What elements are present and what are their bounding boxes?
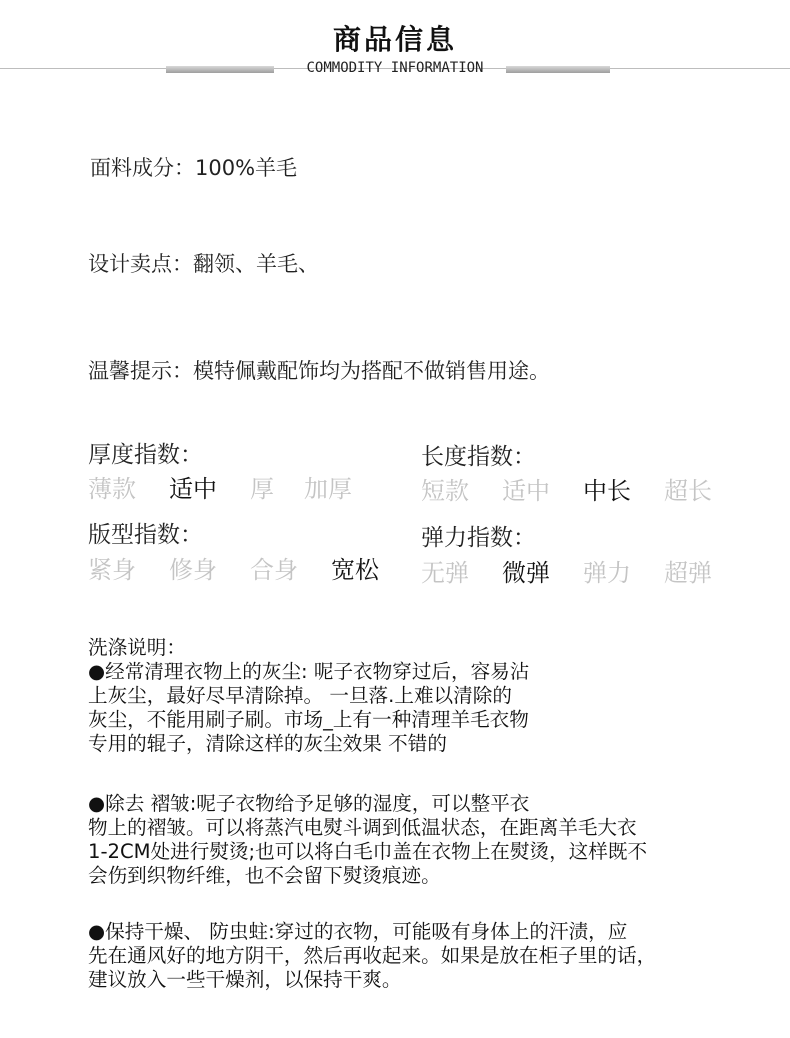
thickness-option-extra-thick: 加厚	[304, 475, 352, 503]
washing-line: ●保持干燥、 防虫蛀:穿过的衣物，可能吸有身体上的汗渍，应	[88, 920, 628, 943]
page-title: 商品信息	[332, 23, 457, 56]
fit-index-label: 版型指数：	[88, 522, 203, 548]
elasticity-option-super: 超弹	[664, 559, 712, 587]
thickness-index-label: 厚度指数：	[88, 442, 203, 468]
fit-option-slim: 修身	[169, 556, 217, 584]
washing-line: 先在通风好的地方阴干，然后再收起来。如果是放在柜子里的话，	[88, 944, 657, 967]
washing-line: 专用的辊子，清除这样的灰尘效果 不错的	[88, 732, 447, 755]
washing-line: 会伤到织物纤维，也不会留下熨烫痕迹。	[88, 864, 441, 887]
length-index-label: 长度指数：	[421, 444, 536, 470]
washing-paragraph-dry	[88, 920, 656, 992]
design-highlights: 设计卖点：翻领、羊毛、	[88, 252, 319, 276]
washing-line: 上灰尘，最好尽早清除掉。 一旦落.上难以清除的	[88, 684, 512, 707]
thickness-option-thick: 厚	[250, 475, 274, 503]
length-option-short: 短款	[421, 477, 469, 505]
washing-line: 1-2CM处进行熨烫;也可以将白毛巾盖在衣物上在熨烫，这样既不	[88, 840, 648, 863]
elasticity-index-label: 弹力指数：	[421, 525, 536, 551]
washing-instructions-title: 洗涤说明：	[88, 636, 186, 659]
elasticity-option-none: 无弹	[421, 559, 469, 587]
elasticity-option-slight: 微弹	[502, 559, 550, 587]
page-subtitle: COMMODITY INFORMATION	[306, 60, 484, 76]
length-option-long: 超长	[664, 477, 712, 505]
washing-line: 灰尘，不能用刷子刷。市场_上有一种清理羊毛衣物	[88, 708, 529, 731]
washing-paragraph-dust	[88, 660, 529, 756]
washing-line: ●经常清理衣物上的灰尘: 呢子衣物穿过后，容易沾	[88, 660, 530, 683]
fabric-composition: 面料成分：100%羊毛	[90, 156, 298, 180]
elasticity-option-stretch: 弹力	[583, 559, 631, 587]
warm-tip: 温馨提示：模特佩戴配饰均为搭配不做销售用途。	[88, 359, 550, 383]
washing-line: 物上的褶皱。可以将蒸汽电熨斗调到低温状态，在距离羊毛大衣	[88, 816, 637, 839]
length-option-medium: 适中	[502, 477, 550, 505]
washing-line: 建议放入一些干燥剂，以保持干爽。	[88, 968, 402, 991]
washing-line: ●除去 褶皱:呢子衣物给予足够的湿度，可以整平衣	[88, 792, 530, 815]
fit-option-loose: 宽松	[331, 556, 379, 584]
fit-option-regular: 合身	[250, 556, 298, 584]
thickness-option-thin: 薄款	[88, 475, 136, 503]
fit-option-tight: 紧身	[88, 556, 136, 584]
thickness-option-medium: 适中	[169, 475, 217, 503]
washing-paragraph-wrinkles	[88, 792, 647, 888]
length-option-mid-long: 中长	[583, 477, 631, 505]
